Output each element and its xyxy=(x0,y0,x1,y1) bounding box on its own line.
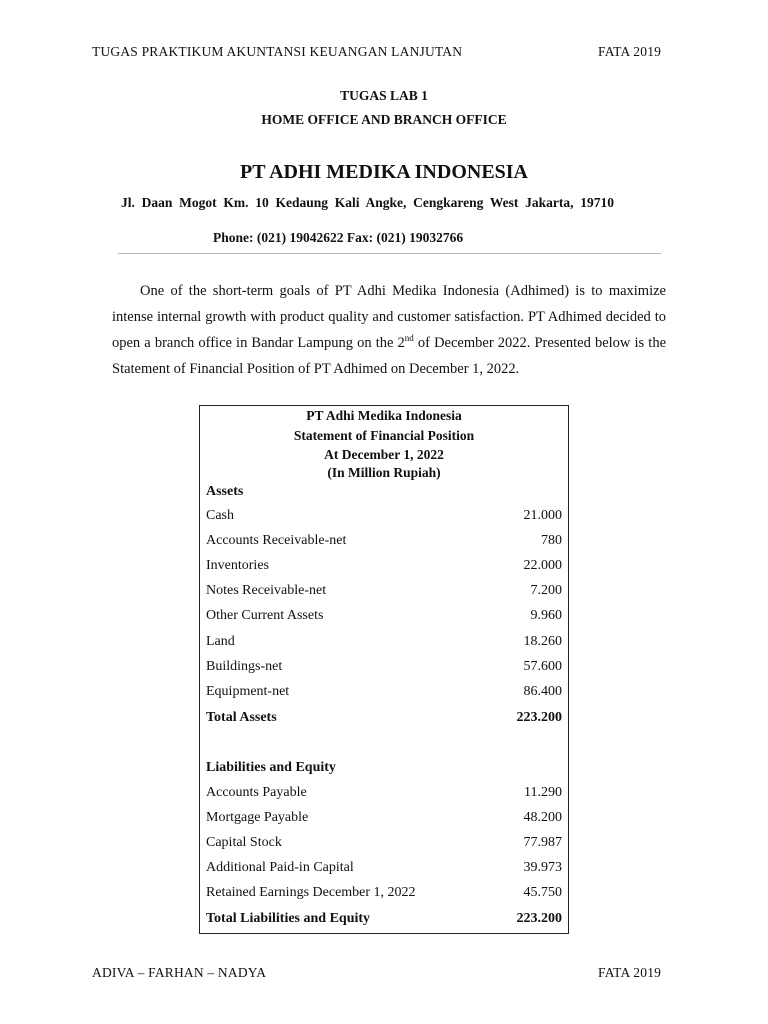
row-value: 22.000 xyxy=(523,558,562,573)
lab-title: TUGAS LAB 1 xyxy=(340,88,428,103)
row-value: 18.260 xyxy=(523,634,562,649)
row-label: Buildings-net xyxy=(206,659,283,674)
row-value: 48.200 xyxy=(523,810,562,825)
row-value: 39.973 xyxy=(523,860,562,875)
assets-heading: Assets xyxy=(206,484,244,499)
row-label: Other Current Assets xyxy=(206,608,324,623)
row-label: Retained Earnings December 1, 2022 xyxy=(206,885,416,900)
row-value: 57.600 xyxy=(523,659,562,674)
row-value: 7.200 xyxy=(530,583,562,598)
row-value: 9.960 xyxy=(530,608,562,623)
company-name: PT ADHI MEDIKA INDONESIA xyxy=(239,161,529,183)
statement-company: PT Adhi Medika Indonesia xyxy=(306,408,462,423)
financial-statement-table xyxy=(199,405,569,934)
statement-heading xyxy=(200,406,568,481)
row-label: Capital Stock xyxy=(206,835,282,850)
statement-title: Statement of Financial Position xyxy=(293,427,475,443)
paragraph-superscript: nd xyxy=(404,333,414,343)
row-label: Accounts Receivable-net xyxy=(206,533,347,548)
header-right: FATA 2019 xyxy=(598,44,662,59)
footer-left: ADIVA – FARHAN – NADYA xyxy=(92,965,267,980)
row-value: 11.290 xyxy=(524,785,562,800)
row-label: Cash xyxy=(206,508,234,523)
lab-subtitle: HOME OFFICE AND BRANCH OFFICE xyxy=(261,112,507,127)
intro-paragraph xyxy=(112,278,666,382)
row-label: Accounts Payable xyxy=(206,785,307,800)
company-contact: Phone: (021) 19042622 Fax: (021) 19032766 xyxy=(213,230,464,245)
header-divider xyxy=(118,253,661,254)
row-label: Mortgage Payable xyxy=(206,810,309,825)
row-value: 86.400 xyxy=(523,684,562,699)
paragraph-text: One of the short-term goals of PT Adhi Medika Indonesia (Adhimed) is to maximize intense internal growth with product quality and customer satisfaction. PT Adhimed decided to open a branch office in Bandar Lampung on the 2 xyxy=(112,283,666,351)
row-label: Land xyxy=(206,634,235,649)
row-label: Total Assets xyxy=(206,710,277,725)
paragraph-text-cont: of December 2022. Presented below is the Statement of Financial Position of PT Adhimed on December 1, 2022. xyxy=(112,335,667,377)
statement-unit: (In Million Rupiah) xyxy=(327,464,441,480)
company-address: Jl. Daan Mogot Km. 10 Kedaung Kali Angke, Cengkareng West Jakarta, 19710 xyxy=(121,195,615,210)
row-value: 223.200 xyxy=(516,710,562,725)
statement-date: At December 1, 2022 xyxy=(324,447,444,462)
row-label: Total Liabilities and Equity xyxy=(206,911,371,926)
row-value: 45.750 xyxy=(523,885,562,900)
row-label: Equipment-net xyxy=(206,684,290,699)
row-value: 223.200 xyxy=(516,911,562,926)
header-left: TUGAS PRAKTIKUM AKUNTANSI KEUANGAN LANJUTAN xyxy=(92,44,463,59)
row-value: 77.987 xyxy=(523,835,562,850)
liabilities-heading: Liabilities and Equity xyxy=(206,760,336,775)
row-label: Additional Paid-in Capital xyxy=(206,860,354,875)
row-value: 21.000 xyxy=(523,508,562,523)
row-value: 780 xyxy=(541,533,562,548)
row-label: Notes Receivable-net xyxy=(206,583,327,598)
row-label: Inventories xyxy=(206,558,269,573)
footer-right: FATA 2019 xyxy=(598,965,662,980)
